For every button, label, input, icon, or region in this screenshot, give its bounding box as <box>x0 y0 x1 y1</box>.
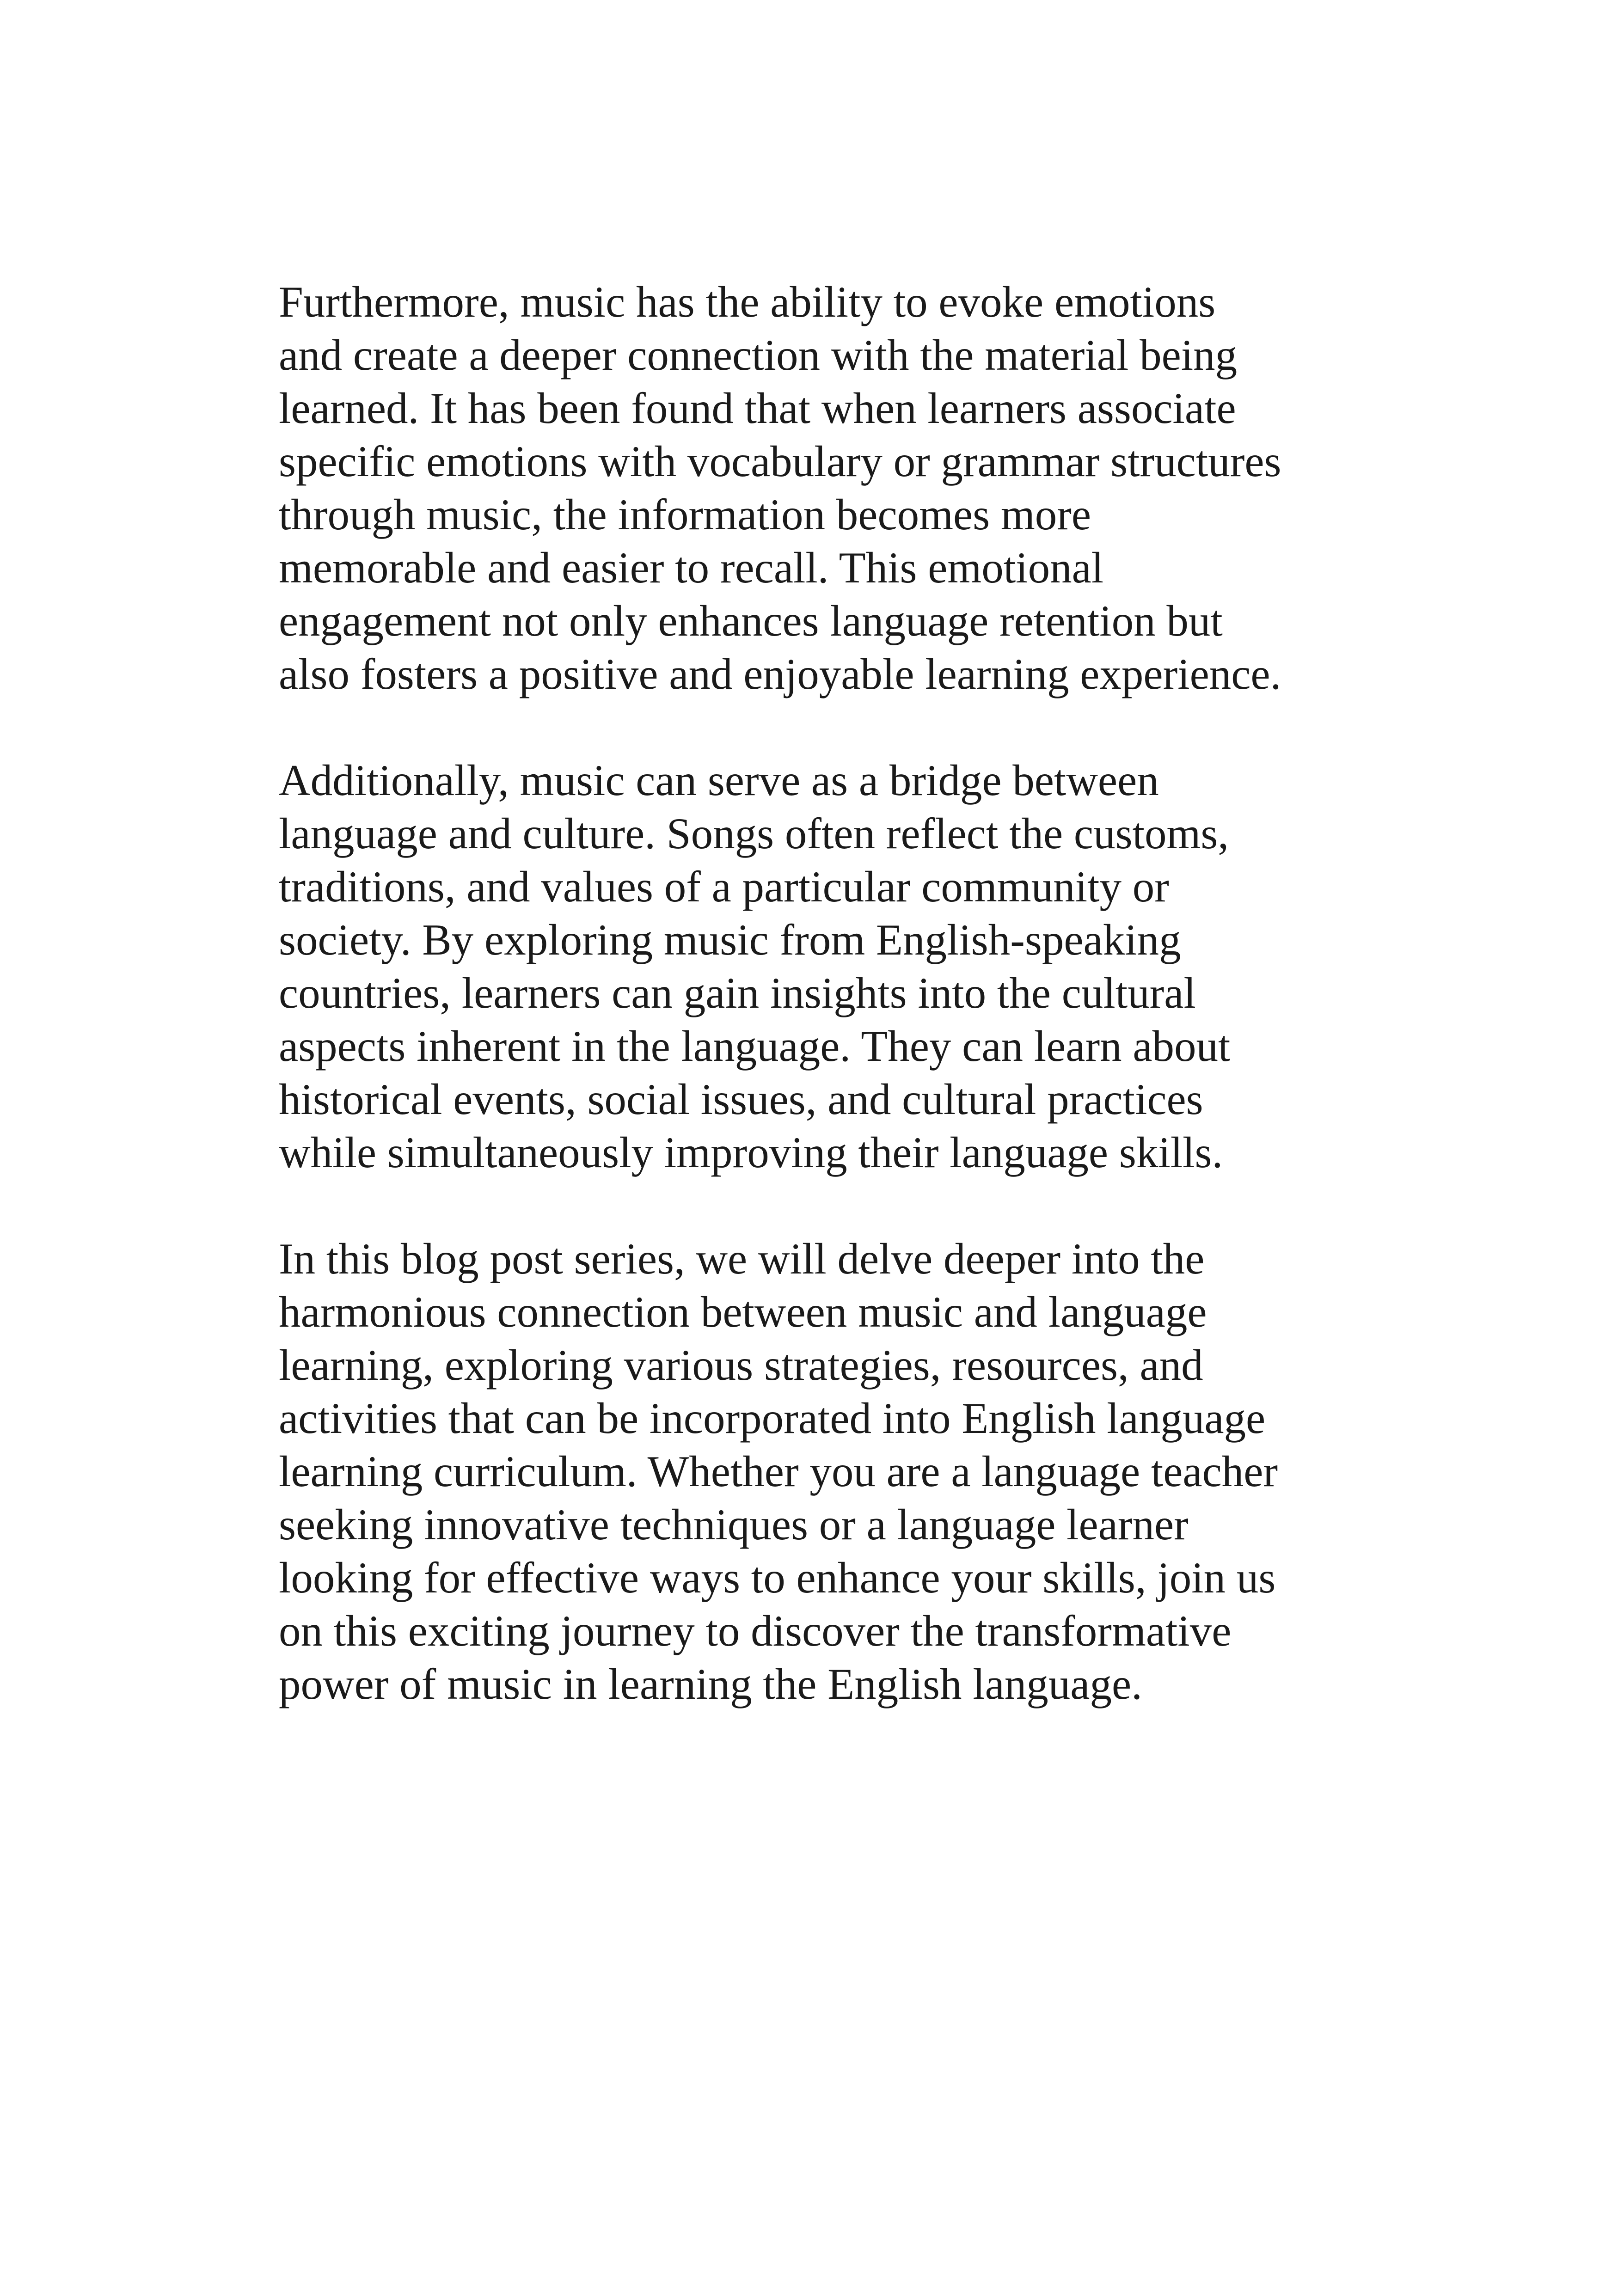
paragraph-blog-series: In this blog post series, we will delve deeper into the harmonious connection between music and language learning, exploring various strategies, resources, and activities that can be incorporated into English language learning curriculum. Whether you are a language teacher seeking innovative techniques or a language learner looking for effective ways to enhance your skills, join us on this exciting journey to discover the transformative power of music in learning the English language. <box>279 1234 1278 1708</box>
paragraph-emotions: Furthermore, music has the ability to evoke emotions and create a deeper connection with the material being learned. It has been found that when learners associate specific emotions with vocabulary or grammar structures through music, the information becomes more memorable and easier to recall. This emotional engagement not only enhances language retention but also fosters a positive and enjoyable learning experience. <box>279 277 1281 698</box>
document-body <box>279 276 1388 1711</box>
paragraph-culture: Additionally, music can serve as a bridge between language and culture. Songs often reflect the customs, traditions, and values of a particular community or society. By exploring music from English-speaking countries, learners can gain insights into the cultural aspects inherent in the language. They can learn about historical events, social issues, and cultural practices while simultaneously improving their language skills. <box>279 756 1231 1177</box>
